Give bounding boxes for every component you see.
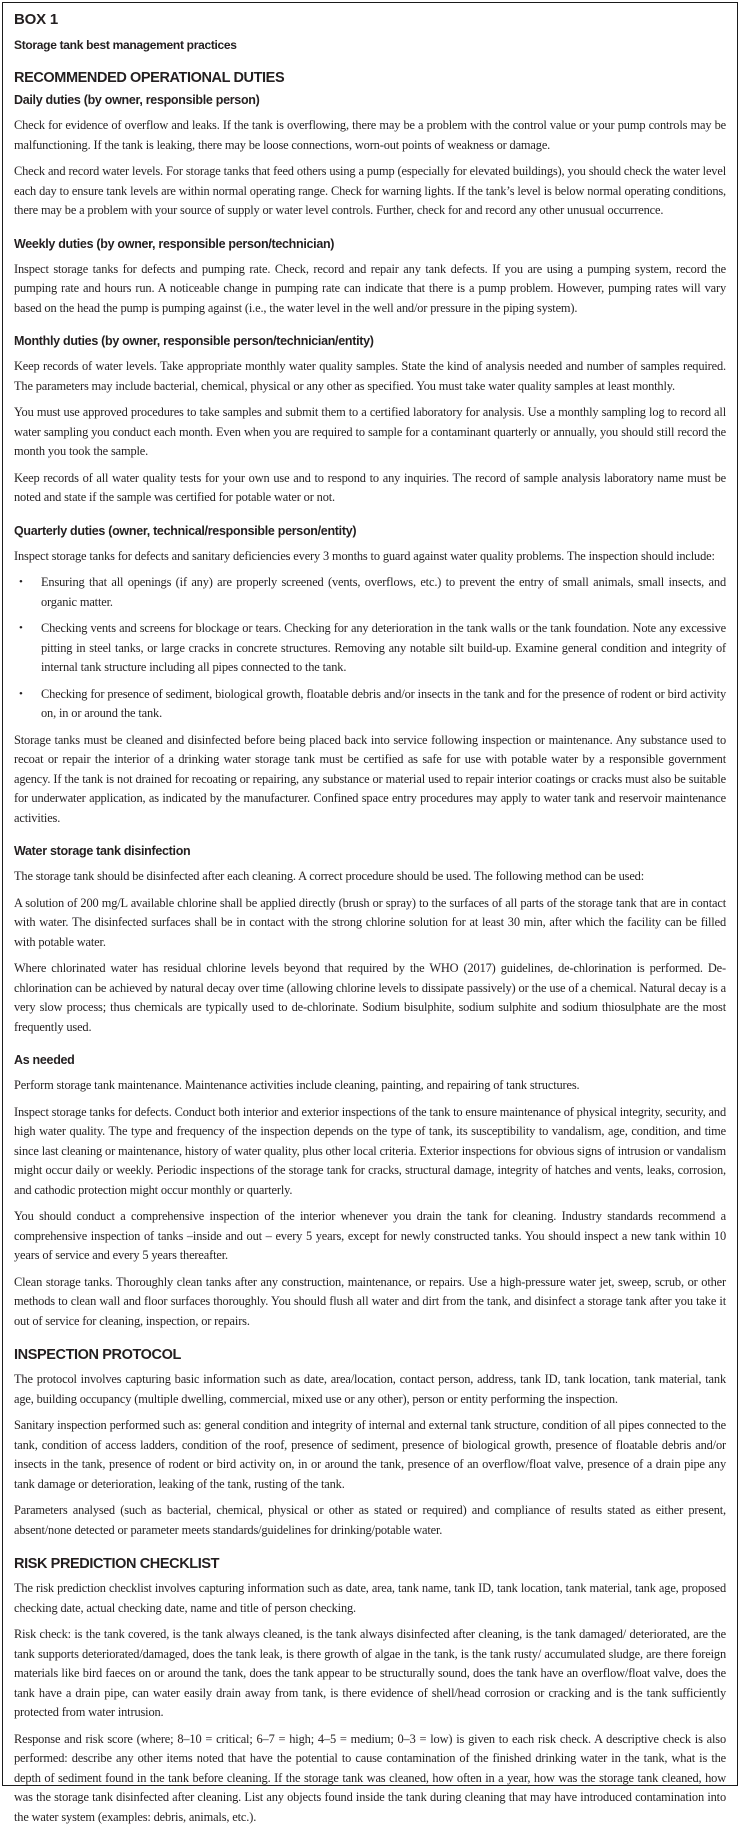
disinfection-paragraph: Where chlorinated water has residual chlorine levels beyond that required by the WHO (2017) guidelines, de-chlorination is performed. De-chlorination can be achieved by natural decay over time (allowing chlorine levels to dissipate passively) or the use of a chemical. Natural decay is a very slow process; thus chemicals are typically used to de-chlorinate. Sodium bisulphite, sodium sulphite and sodium thiosulphate are the most frequently used. [14,959,726,1037]
subheading-as-needed: As needed [14,1053,726,1068]
bullet-icon: • [14,573,41,593]
subheading-daily-duties: Daily duties (by owner, responsible person) [14,93,726,108]
list-item [14,685,726,724]
as-needed-paragraph: Clean storage tanks. Thoroughly clean tanks after any construction, maintenance, or repairs. Use a high-pressure water jet, sweep, scrub, or other methods to clean wall and floor surfaces thoroughly. You should flush all water and dirt from the tank, and disinfect a storage tank after you take it out of service for cleaning, inspection, or repairs. [14,1273,726,1332]
list-item [14,619,726,678]
section-heading-operational-duties: RECOMMENDED OPERATIONAL DUTIES [14,70,726,87]
subheading-quarterly-duties: Quarterly duties (owner, technical/responsible person/entity) [14,524,726,539]
risk-paragraph: Risk check: is the tank covered, is the tank always cleaned, is the tank always disinfected after cleaning, is the tank damaged/ deteriorated, are the tank supports deteriorated/damaged, does the tank leak, is there growth of algae in the tank, is the tank rusty/ accumulated sludge, are there foreign materials like bird faeces on or around the tank, does the tank appear to be structurally sound, does the tank have an overflow/float valve, does the tank have a drain pipe, can water easily drain away from tank, is there evidence of shell/head corrosion or cracking and is the tank sufficiently protected from water intrusion. [14,1625,726,1723]
inspection-paragraph: Parameters analysed (such as bacterial, chemical, physical or other as stated or required) and compliance of results stated as either present, absent/none detected or parameter meets standards/guidelines for drinking/potable water. [14,1501,726,1540]
quarterly-inspection-list [14,573,726,724]
bullet-icon: • [14,685,41,705]
risk-paragraph: The risk prediction checklist involves capturing information such as date, area, tank name, tank ID, tank location, tank material, tank age, proposed checking date, actual checking date, name and title of person checking. [14,1579,726,1618]
list-item-text: Ensuring that all openings (if any) are properly screened (vents, overflows, etc.) to prevent the entry of small animals, small insects, and organic matter. [41,573,726,612]
weekly-paragraph: Inspect storage tanks for defects and pumping rate. Check, record and repair any tank defects. If you are using a pumping system, record the pumping rate and hours run. A noticeable change in pumping rate can indicate that there is a pump problem. However, pumping rates will vary based on the head the pump is pumping against (i.e., the water level in the well and/or pressure in the piping system). [14,260,726,319]
daily-paragraph: Check for evidence of overflow and leaks. If the tank is overflowing, there may be a problem with the control value or your pump controls may be malfunctioning. If the tank is leaking, there may be loose connections, worn-out points of weakness or damage. [14,116,726,155]
disinfection-paragraph: A solution of 200 mg/L available chlorine shall be applied directly (brush or spray) to the surfaces of all parts of the storage tank that are in contact with water. The disinfected surfaces shall be in contact with the strong chlorine solution for at least 30 min, after which the facility can be filled with potable water. [14,894,726,953]
box-1-panel [2,2,738,1786]
inspection-paragraph: The protocol involves capturing basic information such as date, area/location, contact person, address, tank ID, tank location, tank material, tank age, building occupancy (multiple dwelling, commercial, mixed use or any other), person or entity performing the inspection. [14,1370,726,1409]
list-item [14,573,726,612]
subheading-monthly-duties: Monthly duties (by owner, responsible person/technician/entity) [14,334,726,349]
list-item-text: Checking vents and screens for blockage or tears. Checking for any deterioration in the tank walls or the tank foundation. Note any excessive pitting in steel tanks, or large cracks in concrete structures. Removing any notable silt build-up. Examine general condition and integrity of internal tank structure including all pipes connected to the tank. [41,619,726,678]
section-heading-risk-checklist: RISK PREDICTION CHECKLIST [14,1556,726,1573]
list-item-text: Checking for presence of sediment, biological growth, floatable debris and/or insects in the tank and for the presence of rodent or bird activity on, in or around the tank. [41,685,726,724]
quarterly-intro: Inspect storage tanks for defects and sanitary deficiencies every 3 months to guard against water quality problems. The inspection should include: [14,547,726,567]
monthly-paragraph: You must use approved procedures to take samples and submit them to a certified laboratory for analysis. Use a monthly sampling log to record all water sampling you conduct each month. Even when you are required to sample for a contaminant quarterly or annually, you should still record the month you took the sample. [14,403,726,462]
inspection-paragraph: Sanitary inspection performed such as: general condition and integrity of internal and external tank structure, condition of all pipes connected to the tank, condition of access ladders, condition of the roof, presence of sediment, presence of biological growth, presence of floatable debris and/or insects in the tank, presence of rodent or bird activity on, in or around the tank, presence of an overflow/float valve, presence of a drain pipe any tank damage or deterioration, leaking of the tank, rusting of the tank. [14,1416,726,1494]
bullet-icon: • [14,619,41,639]
risk-paragraph: Response and risk score (where; 8–10 = critical; 6–7 = high; 4–5 = medium; 0–3 = low) is given to each risk check. A descriptive check is also performed: describe any other items noted that have the potential to cause contamination of the finished drinking water in the tank, what is the depth of sediment found in the tank before cleaning. If the storage tank was cleaned, how often in a year, how was the storage tank cleaned, how was the storage tank disinfected after cleaning. List any objects found inside the tank during cleaning that may have introduced contamination into the water system (examples: debris, animals, etc.). [14,1730,726,1827]
box-title: Storage tank best management practices [14,38,726,52]
daily-paragraph: Check and record water levels. For storage tanks that feed others using a pump (especially for elevated buildings), you should check the water level each day to ensure tank levels are within normal operating range. Check for warning lights. If the tank’s level is below normal operating conditions, there may be a problem with your source of supply or water level controls. Further, check for and record any other unusual occurrence. [14,162,726,221]
section-heading-inspection-protocol: INSPECTION PROTOCOL [14,1347,726,1364]
monthly-paragraph: Keep records of water levels. Take appropriate monthly water quality samples. State the kind of analysis needed and number of samples required. The parameters may include bacterial, chemical, physical or any other as specified. You must take water quality samples at least monthly. [14,357,726,396]
as-needed-paragraph: You should conduct a comprehensive inspection of the interior whenever you drain the tank for cleaning. Industry standards recommend a comprehensive inspection of tanks –inside and out – every 5 years, except for newly constructed tanks. You should inspect a new tank within 10 years of service and every 5 years thereafter. [14,1207,726,1266]
subheading-disinfection: Water storage tank disinfection [14,844,726,859]
box-label: BOX 1 [14,11,726,29]
disinfection-paragraph: The storage tank should be disinfected after each cleaning. A correct procedure should be used. The following method can be used: [14,867,726,887]
subheading-weekly-duties: Weekly duties (by owner, responsible person/technician) [14,237,726,252]
as-needed-paragraph: Inspect storage tanks for defects. Conduct both interior and exterior inspections of the tank to ensure maintenance of physical integrity, security, and high water quality. The type and frequency of the inspection depends on the type of tank, its susceptibility to vandalism, age, condition, and time since last cleaning or maintenance, history of water quality, plus other local criteria. Exterior inspections for obvious signs of intrusion or vandalism might occur daily or weekly. Periodic inspections of the storage tank for cracks, structural damage, integrity of hatches and vents, leaks, corrosion, and cathodic protection might occur monthly or quarterly. [14,1103,726,1201]
as-needed-paragraph: Perform storage tank maintenance. Maintenance activities include cleaning, painting, and repairing of tank structures. [14,1076,726,1096]
monthly-paragraph: Keep records of all water quality tests for your own use and to respond to any inquiries. The record of sample analysis laboratory name must be noted and state if the sample was certified for potable water or not. [14,469,726,508]
quarterly-outro: Storage tanks must be cleaned and disinfected before being placed back into service following inspection or maintenance. Any substance used to recoat or repair the interior of a drinking water storage tank must be certified as safe for use with potable water by a responsible government agency. If the tank is not drained for recoating or repairing, any substance or material used to repair interior coatings or cracks must also be suitable for underwater application, as indicated by the manufacturer. Confined space entry procedures may apply to water tank and reservoir maintenance activities. [14,731,726,829]
